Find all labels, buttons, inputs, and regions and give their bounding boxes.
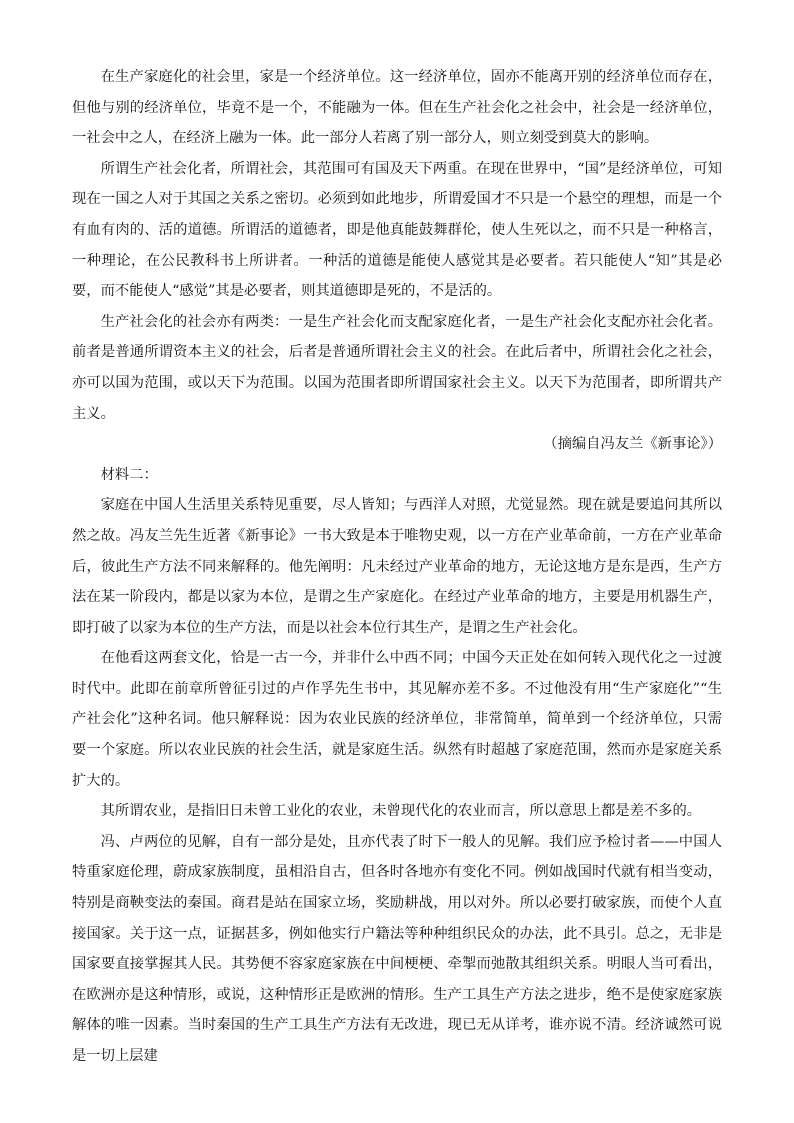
paragraph: 家庭在中国人生活里关系特见重要，尽人皆知；与西洋人对照，尤觉显然。现在就是要追问其所以然之故。冯友兰先生近著《新事论》一书大致是本于唯物史观，以一方在产业革命前，一方在产业革命后，彼此生产方法不同来解释的。他先阐明：凡未经过产业革命的地方，无论这地方是东是西，生产方法在某一阶段内，都是以家为本位，是谓之生产家庭化。在经过产业革命的地方，主要是用机器生产，即打破了以家为本位的生产方法，而是以社会本位行其生产，是谓之生产社会化。 — [72, 497, 722, 636]
paragraph: 在他看这两套文化，恰是一古一今，并非什么中西不同；中国今天正处在如何转入现代化之一过渡时代中。此即在前章所曾征引过的卢作孚先生书中，其见解亦差不多。不过他没有用“生产家庭化”“生产社会化”这种名词。他只解释说：因为农业民族的经济单位，非常简单，简单到一个经济单位，只需要一个家庭。所以农业民族的社会生活，就是家庭生活。纵然有时超越了家庭范围，然而亦是家庭关系扩大的。 — [72, 650, 722, 789]
paragraph: 生产社会化的社会亦有两类：一是生产社会化而支配家庭化者，一是生产社会化支配亦社会化者。前者是普通所谓资本主义的社会，后者是普通所谓社会主义的社会。在此后者中，所谓社会化之社会，亦可以国为范围，或以天下为范围。以国为范围者即所谓国家社会主义。以天下为范围者，即所谓共产主义。 — [72, 313, 722, 422]
paragraph: 所谓生产社会化者，所谓社会，其范围可有国及天下两重。在现在世界中，“国”是经济单位，可知现在一国之人对于其国之关系之密切。必须到如此地步，所谓爱国才不只是一个悬空的理想，而是一个有血有肉的、活的道德。所谓活的道德者，即是他真能鼓舞群伦，使人生死以之，而不只是一种格言，一种理论，在公民教科书上所讲者。一种活的道德是能使人感觉其是必要者。若只能使人“知”其是必要，而不能使人“感觉”其是必要者，则其道德即是死的，不是活的。 — [72, 160, 722, 300]
paragraph: 其所谓农业，是指旧日未曾工业化的农业，未曾现代化的农业而言，所以意思上都是差不多的。 — [100, 803, 702, 820]
paragraph: 冯、卢两位的见解，自有一部分是处，且亦代表了时下一般人的见解。我们应予检讨者——中国人特重家庭伦理，蔚成家族制度，虽相沿自古，但各时各地亦有变化不同。例如战国时代就有相当变动，特别是商鞅变法的秦国。商君是站在国家立场，奖励耕战，用以对外。所以必要打破家族，而使个人直接国家。关于这一点，证据甚多，例如他实行户籍法等种种组织民众的办法，此不具引。总之，无非是国家要直接掌握其人民。其势便不容家庭家族在中间梗梗、牵掣而弛散其组织关系。明眼人当可看出，在欧洲亦是这种情形，或说，这种情形正是欧洲的情形。生产工具生产方法之进步，绝不是使家庭家族解体的唯一因素。当时秦国的生产工具生产方法有无改进，现已无从详考，谁亦说不清。经济诚然可说是一切上层建 — [72, 833, 722, 1064]
material-label: 材料二： — [100, 466, 158, 483]
document-page — [72, 62, 722, 1072]
paragraph: 在生产家庭化的社会里，家是一个经济单位。这一经济单位，固亦不能离开别的经济单位而存在，但他与别的经济单位，毕竟不是一个，不能融为一体。但在生产社会化之社会中，社会是一经济单位，一社会中之人，在经济上融为一体。此一部分人若离了别一部分人，则立刻受到莫大的影响。 — [72, 69, 722, 147]
source-citation: （摘编自冯友兰《新事论》） — [543, 436, 722, 453]
